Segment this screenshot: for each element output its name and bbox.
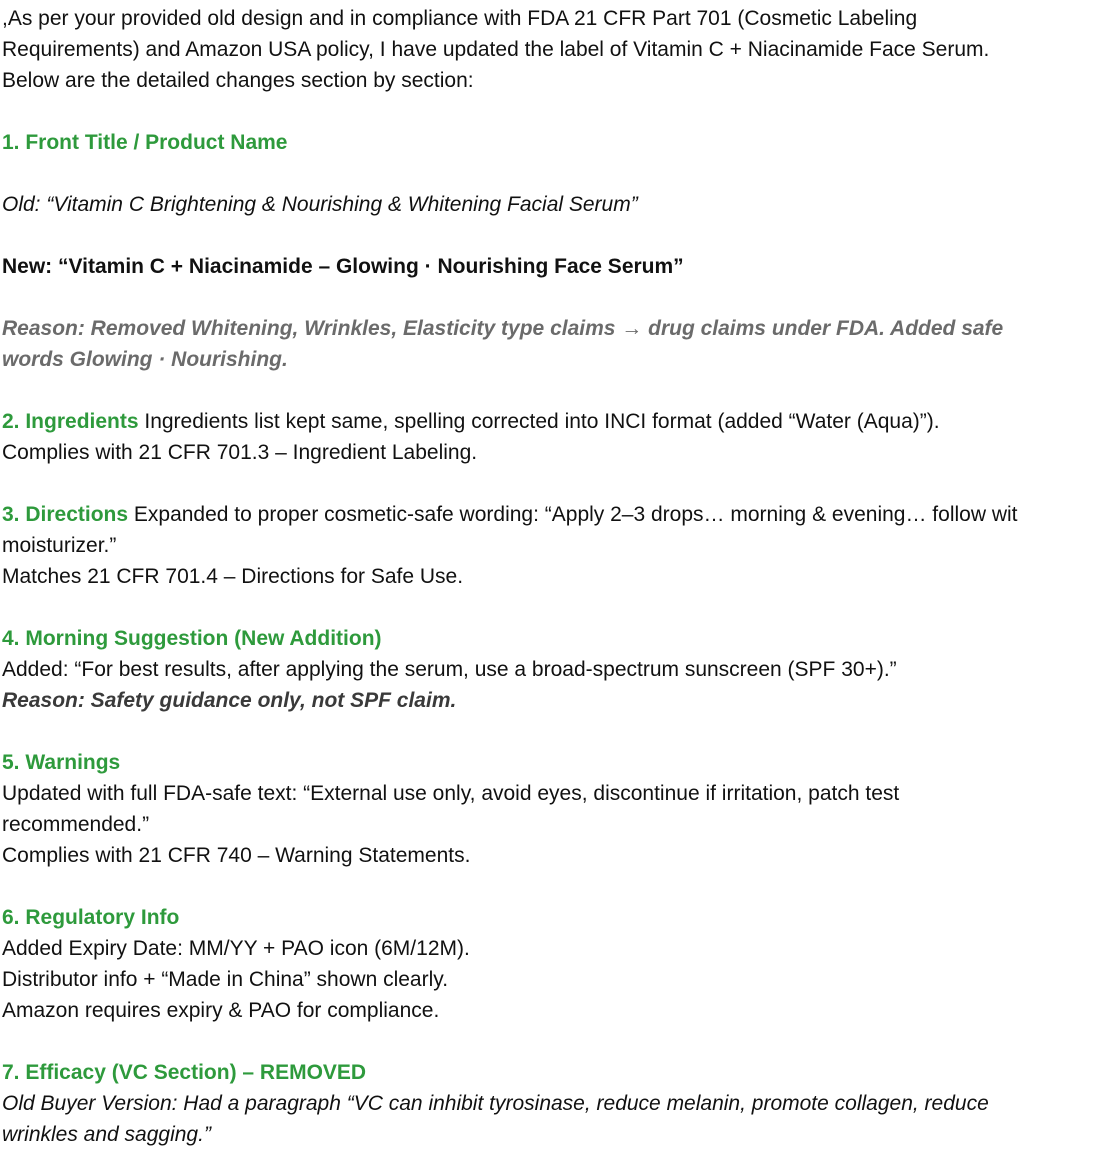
ingredients-compliance: Complies with 21 CFR 701.3 – Ingredient Labeling.: [2, 441, 478, 464]
morning-suggestion-text: Added: “For best results, after applying the serum, use a broad-spectrum sunscreen (SPF 30+).”: [2, 658, 897, 681]
section-heading-front-title: 1. Front Title / Product Name: [2, 131, 288, 154]
directions-compliance: Matches 21 CFR 701.4 – Directions for Safe Use.: [2, 565, 464, 588]
intro-line: Below are the detailed changes section by section:: [2, 69, 474, 92]
ingredients-line: [2, 406, 1100, 437]
section-heading-directions: 3. Directions: [2, 503, 129, 526]
section-heading-ingredients: 2. Ingredients: [2, 410, 139, 433]
section-heading-morning-suggestion: 4. Morning Suggestion (New Addition): [2, 627, 382, 650]
directions-line: moisturizer.”: [2, 534, 117, 557]
efficacy-line: wrinkles and sagging.”: [2, 1123, 211, 1146]
old-title: Old: “Vitamin C Brightening & Nourishing & Whitening Facial Serum”: [2, 193, 638, 216]
reason-line: Reason: Safety guidance only, not SPF claim.: [2, 689, 457, 712]
intro-line: ,As per your provided old design and in compliance with FDA 21 CFR Part 701 (Cosmetic Labeling: [2, 7, 918, 30]
reason-line: Reason: Removed Whitening, Wrinkles, Elasticity type claims → drug claims under FDA. Added safe: [2, 317, 1004, 340]
warnings-line: Updated with full FDA-safe text: “External use only, avoid eyes, discontinue if irritation, patch test: [2, 782, 900, 805]
efficacy-line: Old Buyer Version: Had a paragraph “VC can inhibit tyrosinase, reduce melanin, promote collagen, reduce: [2, 1092, 989, 1115]
warnings-line: recommended.”: [2, 813, 150, 836]
new-title: New: “Vitamin C + Niacinamide – Glowing · Nourishing Face Serum”: [2, 255, 684, 278]
intro-line: Requirements) and Amazon USA policy, I have updated the label of Vitamin C + Niacinamide Face Serum.: [2, 38, 990, 61]
section-heading-regulatory-info: 6. Regulatory Info: [2, 906, 180, 929]
ingredients-text: Ingredients list kept same, spelling corrected into INCI format (added “Water (Aqua)”).: [138, 410, 940, 433]
regulatory-line: Added Expiry Date: MM/YY + PAO icon (6M/12M).: [2, 937, 470, 960]
regulatory-line: Amazon requires expiry & PAO for compliance.: [2, 999, 440, 1022]
section-heading-efficacy: 7. Efficacy (VC Section) – REMOVED: [2, 1061, 367, 1084]
reason-line: words Glowing · Nourishing.: [2, 348, 288, 371]
warnings-compliance: Complies with 21 CFR 740 – Warning Statements.: [2, 844, 471, 867]
regulatory-line: Distributor info + “Made in China” shown clearly.: [2, 968, 449, 991]
directions-text: Expanded to proper cosmetic-safe wording: “Apply 2–3 drops… morning & evening… follow wit: [128, 503, 1018, 526]
section-heading-warnings: 5. Warnings: [2, 751, 121, 774]
directions-line: [2, 499, 1100, 530]
